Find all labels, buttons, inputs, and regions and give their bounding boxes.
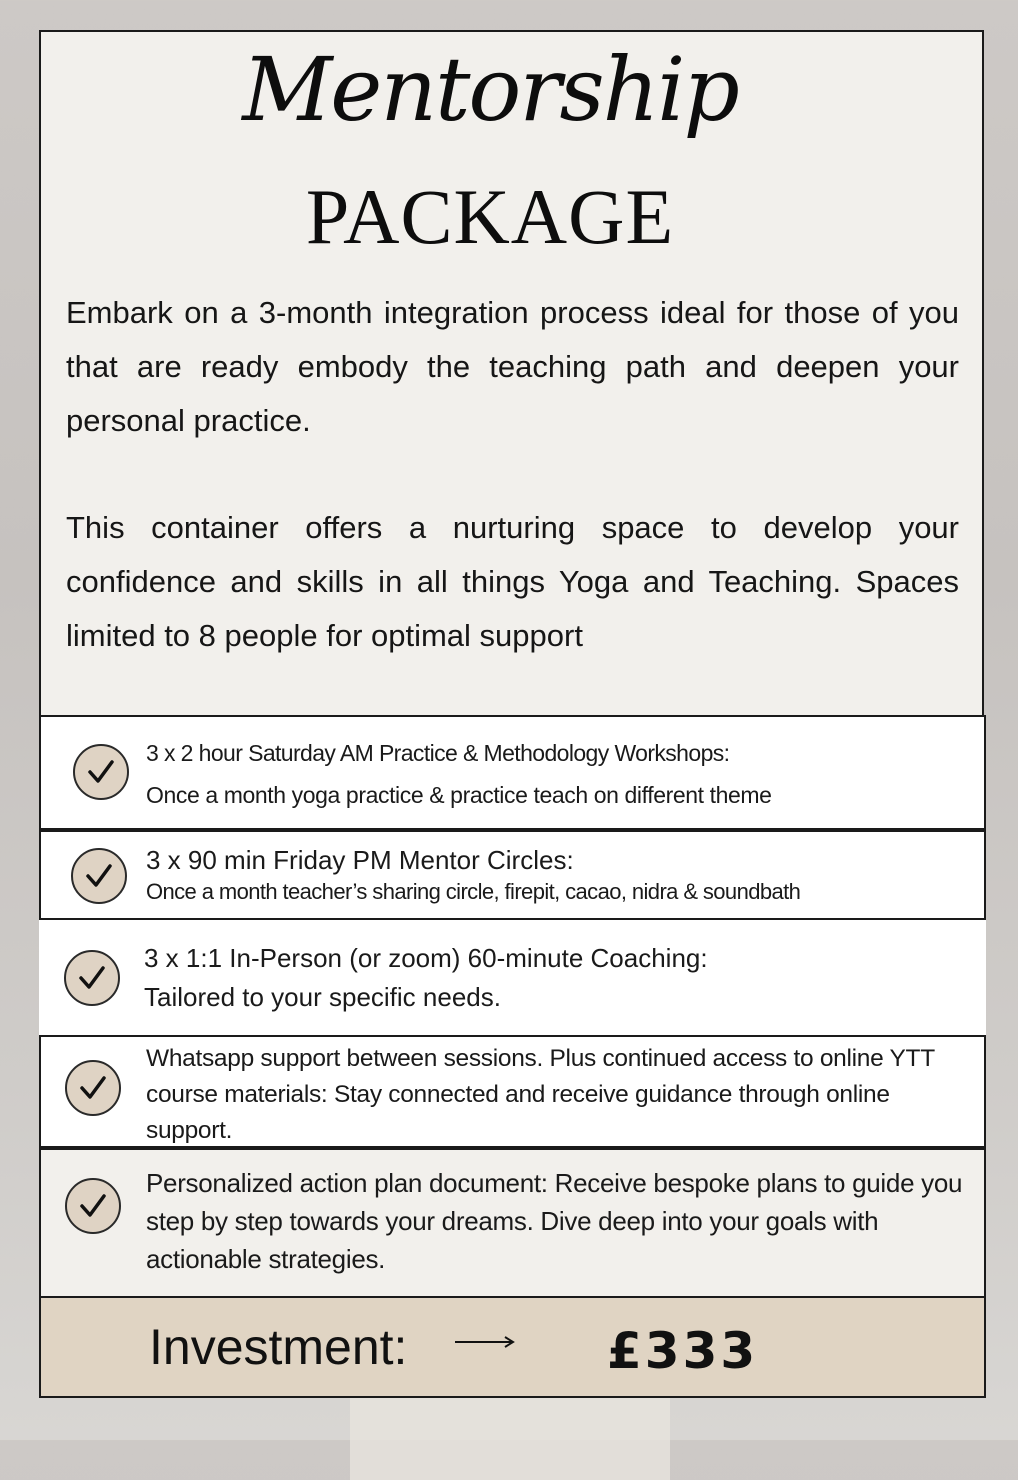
feature-detail: Once a month yoga practice & practice teach on different theme (146, 782, 772, 808)
investment-bar (39, 1296, 986, 1398)
feature-title: Personalized action plan document: Receive bespoke plans to guide you step by step towards your dreams. Dive deep into your goals with actionable strategies. (146, 1168, 963, 1274)
feature-row-mentor-circles (39, 830, 986, 920)
feature-text (146, 1164, 980, 1278)
feature-title: Whatsapp support between sessions. Plus continued access to online YTT course materials: Stay connected and receive guidance through online support. (146, 1045, 935, 1144)
page-title: PACKAGE (305, 173, 675, 260)
checkmark-icon (64, 950, 120, 1006)
feature-text (146, 737, 976, 811)
checkmark-icon (65, 1060, 121, 1116)
feature-detail: Tailored to your specific needs. (144, 982, 501, 1012)
feature-title: 3 x 1:1 In-Person (or zoom) 60-minute Coaching: (144, 943, 708, 973)
feature-row-action-plan (39, 1148, 986, 1298)
feature-row-workshops (39, 715, 986, 830)
feature-title: 3 x 90 min Friday PM Mentor Circles: (146, 845, 574, 875)
feature-text (146, 1041, 964, 1149)
feature-title: 3 x 2 hour Saturday AM Practice & Methodology Workshops: (146, 740, 730, 766)
checkmark-icon (71, 848, 127, 904)
feature-text (146, 844, 976, 908)
checkmark-icon (73, 744, 129, 800)
feature-detail: Once a month teacher’s sharing circle, firepit, cacao, nidra & soundbath (146, 879, 801, 904)
page-title-script: Mentorship (242, 38, 738, 141)
investment-label: Investment: (149, 1319, 408, 1375)
intro-paragraph-1: Embark on a 3-month integration process ideal for those of you that are ready embody the teaching path and deepen your personal practice. (66, 295, 959, 438)
feature-row-coaching (39, 920, 986, 1035)
feature-text (144, 938, 978, 1016)
intro-paragraph-2: This container offers a nurturing space to develop your confidence and skills in all things Yoga and Teaching. Spaces limited to 8 people for optimal support (66, 510, 959, 653)
investment-price: £333 (607, 1322, 759, 1380)
long-arrow-right-icon (453, 1334, 517, 1350)
checkmark-icon (65, 1178, 121, 1234)
feature-row-whatsapp-support (39, 1035, 986, 1148)
